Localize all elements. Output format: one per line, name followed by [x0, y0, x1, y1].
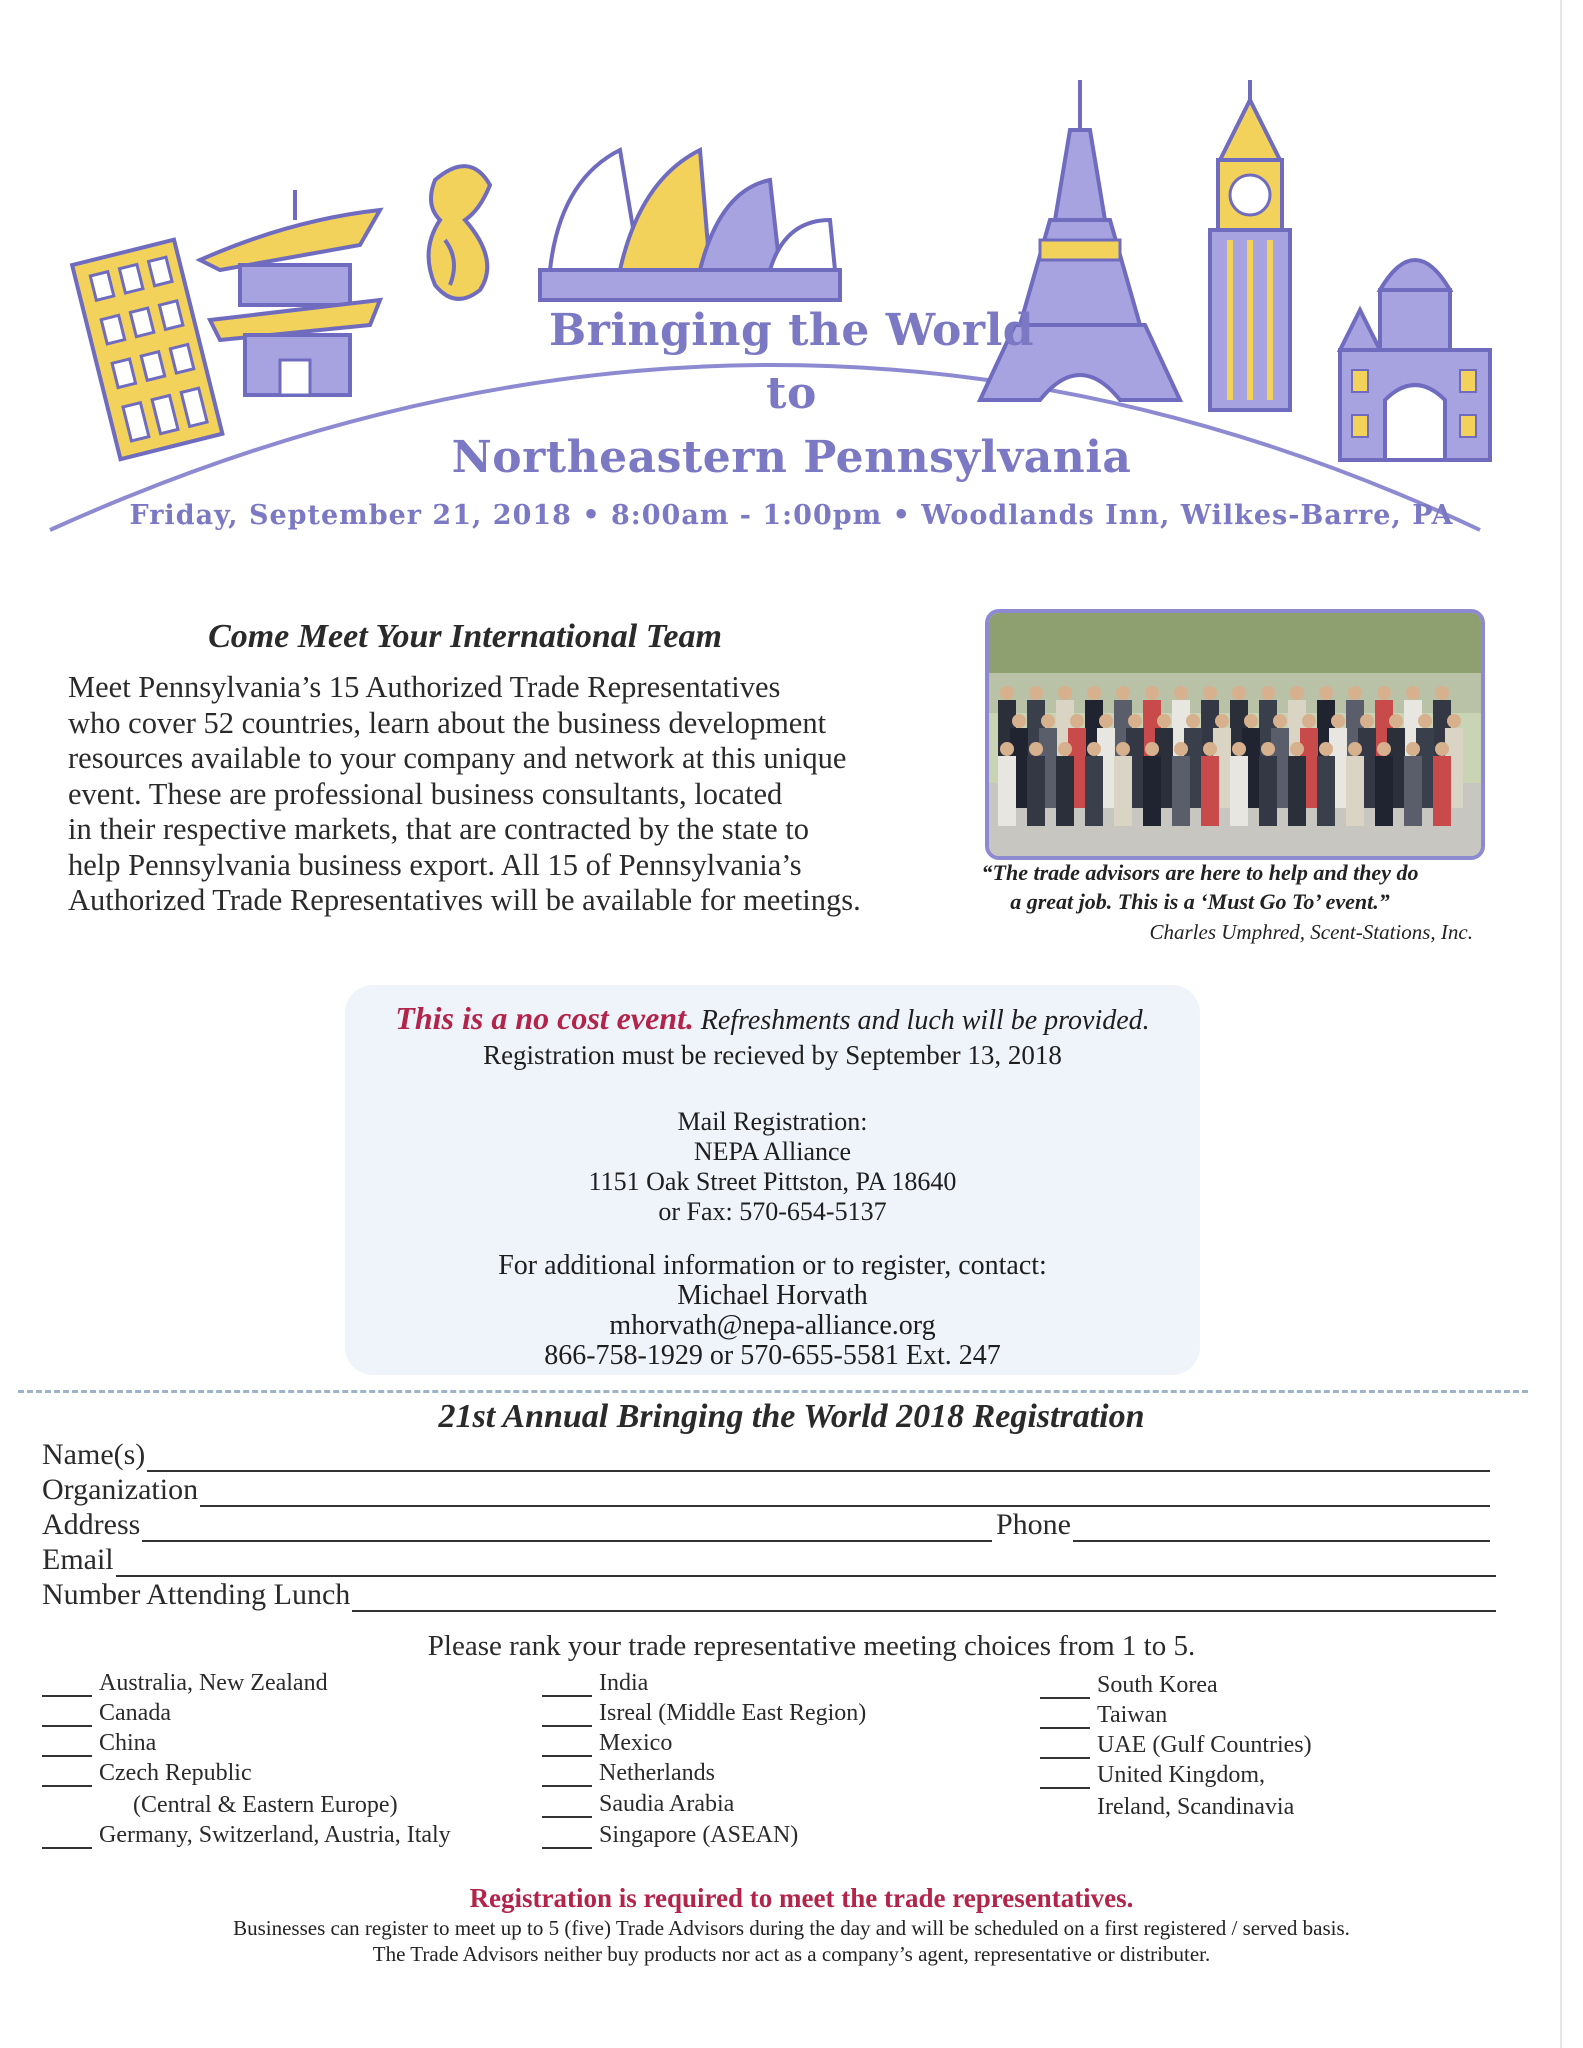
rank-blank[interactable] — [42, 1735, 92, 1757]
crowd-person-head — [1244, 714, 1258, 728]
intro-line: event. These are professional business consultants, located — [68, 776, 783, 811]
rank-blank[interactable] — [542, 1705, 592, 1727]
crowd-person-head — [1116, 742, 1130, 756]
choice-uae[interactable] — [1040, 1732, 1312, 1759]
crowd-person — [1056, 756, 1074, 826]
crowd-person-head — [1377, 742, 1391, 756]
choice-china[interactable] — [42, 1730, 156, 1757]
crowd-person-head — [1261, 686, 1275, 700]
crowd-person-head — [1145, 742, 1159, 756]
crowd-person — [1259, 756, 1277, 826]
deadline-text: Registration must be recieved by September 13, 2018 — [483, 1040, 1062, 1070]
rank-blank[interactable] — [542, 1675, 592, 1697]
crowd-person-head — [1203, 686, 1217, 700]
crowd-person-head — [1377, 686, 1391, 700]
choice-singapore[interactable] — [542, 1822, 798, 1849]
big-ben-icon — [1210, 80, 1290, 410]
crowd-person — [1027, 756, 1045, 826]
organization-input-line[interactable] — [200, 1481, 1490, 1507]
contact-name: Michael Horvath — [677, 1280, 868, 1311]
rank-blank[interactable] — [1040, 1677, 1090, 1699]
lunch-count-field[interactable] — [42, 1578, 1496, 1612]
choice-label: Isreal (Middle East Region) — [599, 1700, 867, 1726]
crowd-person-head — [1029, 742, 1043, 756]
fax-number: or Fax: 570-654-5137 — [658, 1197, 887, 1226]
choice-label: Singapore (ASEAN) — [599, 1822, 799, 1848]
name-field[interactable] — [42, 1438, 1490, 1472]
crowd-person-head — [1058, 742, 1072, 756]
choice-germany[interactable] — [42, 1822, 451, 1849]
crowd-person-head — [1447, 714, 1461, 728]
crowd-person — [1201, 756, 1219, 826]
crowd-person-head — [1418, 714, 1432, 728]
crowd-person-head — [1029, 686, 1043, 700]
crowd-person-head — [1435, 742, 1449, 756]
crowd-person-head — [1319, 686, 1333, 700]
crowd-person — [1404, 756, 1422, 826]
lunch-count-label: Number Attending Lunch — [42, 1578, 351, 1611]
mail-org: NEPA Alliance — [693, 1137, 852, 1166]
phone-input-line[interactable] — [1073, 1516, 1490, 1542]
crowd-person-head — [1087, 742, 1101, 756]
choice-united-kingdom[interactable] — [1040, 1762, 1265, 1789]
rank-blank[interactable] — [1040, 1737, 1090, 1759]
choice-label: UAE (Gulf Countries) — [1097, 1732, 1312, 1758]
crowd-person-head — [1273, 714, 1287, 728]
contact-email[interactable]: mhorvath@nepa-alliance.org — [609, 1310, 936, 1341]
crowd-person — [1288, 756, 1306, 826]
choice-australia[interactable] — [42, 1670, 328, 1697]
crowd-person-head — [1203, 742, 1217, 756]
crowd-person — [1230, 756, 1248, 826]
name-input-line[interactable] — [147, 1446, 1490, 1472]
intro-line: who cover 52 countries, learn about the business development — [68, 705, 827, 740]
crowd-person-head — [1186, 714, 1200, 728]
crowd-person-head — [1360, 714, 1374, 728]
crowd-person-head — [1348, 686, 1362, 700]
crowd-person — [1346, 756, 1364, 826]
crowd-person — [1375, 756, 1393, 826]
crowd-person — [1114, 756, 1132, 826]
intro-paragraph — [68, 670, 938, 919]
choice-czech-republic[interactable] — [42, 1760, 252, 1787]
crowd-person-head — [1348, 742, 1362, 756]
intro-line: resources available to your company and network at this unique — [68, 741, 847, 775]
choice-saudi-arabia[interactable] — [542, 1791, 734, 1818]
crowd-person-head — [1070, 714, 1084, 728]
crowd-person-head — [1290, 686, 1304, 700]
contact-phone: 866-758-1929 or 570-655-5581 Ext. 247 — [544, 1340, 1001, 1371]
header-title-line1: Bringing the World — [548, 305, 1035, 356]
choice-mexico[interactable] — [542, 1730, 672, 1757]
crowd-person-head — [1435, 686, 1449, 700]
choice-label: United Kingdom, — [1097, 1762, 1265, 1788]
choice-label: China — [99, 1730, 157, 1756]
rank-blank[interactable] — [542, 1827, 592, 1849]
rank-blank[interactable] — [542, 1735, 592, 1757]
crowd-person-head — [1261, 742, 1275, 756]
crowd-person-head — [1058, 686, 1072, 700]
pagoda-icon — [200, 190, 380, 395]
address-field[interactable] — [42, 1508, 992, 1542]
rank-blank[interactable] — [42, 1675, 92, 1697]
crowd-person-head — [1116, 686, 1130, 700]
no-cost-line — [345, 1000, 1200, 1037]
cut-line-divider — [18, 1390, 1528, 1393]
group-photo — [985, 609, 1485, 860]
choice-label: Australia, New Zealand — [99, 1670, 328, 1696]
rank-blank[interactable] — [42, 1827, 92, 1849]
group-photo-image — [989, 613, 1481, 856]
intro-line: help Pennsylvania business export. All 15 of Pennsylvania’s — [68, 847, 802, 882]
crowd-person — [1433, 756, 1451, 826]
choice-india[interactable] — [542, 1670, 648, 1697]
footer-line2: The Trade Advisors neither buy products nor act as a company’s agent, representative or distributer. — [372, 1942, 1211, 1966]
quote-line2: a great job. This is a ‘Must Go To’ event.” — [1010, 889, 1390, 914]
intro-line: in their respective markets, that are contracted by the state to — [68, 812, 810, 846]
crowd-person — [1317, 756, 1335, 826]
crowd-person-head — [1099, 714, 1113, 728]
crowd-person-head — [1215, 714, 1229, 728]
address-label: Address — [42, 1508, 141, 1541]
quote-line1: “The trade advisors are here to help and they do — [981, 860, 1419, 885]
footer-line1: Businesses can register to meet up to 5 (five) Trade Advisors during the day and will be scheduled on a first registered / served basis. — [233, 1916, 1350, 1940]
crowd-person-head — [1145, 686, 1159, 700]
registration-title: 21st Annual Bringing the World 2018 Registration — [438, 1398, 1145, 1435]
choice-label: India — [599, 1670, 649, 1696]
crowd-person — [1143, 756, 1161, 826]
mail-address: 1151 Oak Street Pittston, PA 18640 — [588, 1167, 957, 1196]
quote-author: Charles Umphred, Scent-Stations, Inc. — [1149, 920, 1473, 944]
address-input-line[interactable] — [142, 1516, 992, 1542]
crowd-person-head — [1389, 714, 1403, 728]
crowd-person-head — [1406, 742, 1420, 756]
rank-blank[interactable] — [542, 1765, 592, 1787]
crowd-person-head — [1174, 742, 1188, 756]
choice-taiwan[interactable] — [1040, 1702, 1167, 1729]
crowd-person-head — [1000, 686, 1014, 700]
choice-netherlands[interactable] — [542, 1760, 715, 1787]
header-title-line3: Northeastern Pennsylvania — [451, 432, 1132, 483]
rank-instructions: Please rank your trade representative meeting choices from 1 to 5. — [427, 1630, 1196, 1662]
organization-label: Organization — [42, 1473, 199, 1506]
phone-field[interactable] — [996, 1508, 1490, 1542]
contact-label: For additional information or to register, contact: — [498, 1250, 1047, 1281]
choice-south-korea[interactable] — [1040, 1672, 1218, 1699]
choice-label: Germany, Switzerland, Austria, Italy — [99, 1822, 451, 1848]
crowd-person-head — [1406, 686, 1420, 700]
event-details: Friday, September 21, 2018 • 8:00am - 1:00pm • Woodlands Inn, Wilkes-Barre, PA — [129, 500, 1454, 531]
choice-czech-note: (Central & Eastern Europe) — [133, 1792, 398, 1818]
choice-label: Saudia Arabia — [599, 1791, 735, 1817]
crowd-person-head — [1041, 714, 1055, 728]
choice-label: Taiwan — [1097, 1702, 1168, 1728]
rank-blank[interactable] — [42, 1705, 92, 1727]
crowd-person-head — [1174, 686, 1188, 700]
rank-blank[interactable] — [542, 1796, 592, 1818]
intro-heading: Come Meet Your International Team — [208, 618, 722, 655]
email-input-line[interactable] — [116, 1551, 1496, 1577]
phone-label: Phone — [996, 1508, 1071, 1541]
crowd-person-head — [1319, 742, 1333, 756]
crowd-person-head — [1302, 714, 1316, 728]
choice-label: Czech Republic — [99, 1760, 252, 1786]
mail-label: Mail Registration: — [677, 1107, 868, 1136]
crowd-person-head — [1087, 686, 1101, 700]
choice-label: Netherlands — [599, 1760, 715, 1786]
rank-blank[interactable] — [1040, 1767, 1090, 1789]
intro-line: Authorized Trade Representatives will be available for meetings. — [68, 883, 861, 917]
rank-blank[interactable] — [1040, 1707, 1090, 1729]
choice-uk-note: Ireland, Scandinavia — [1097, 1794, 1295, 1820]
crowd-person-head — [1232, 742, 1246, 756]
choice-label: Mexico — [599, 1730, 673, 1756]
crowd-person-head — [1000, 742, 1014, 756]
crowd-person-head — [1157, 714, 1171, 728]
no-cost-text: This is a no cost event. — [395, 1000, 694, 1036]
opera-house-icon — [540, 150, 840, 300]
lunch-count-input-line[interactable] — [352, 1586, 1496, 1612]
merlion-icon — [429, 166, 490, 299]
crowd-person — [1085, 756, 1103, 826]
registration-required-notice: Registration is required to meet the trade representatives. — [469, 1883, 1134, 1913]
header-title-line2: to — [766, 368, 817, 419]
choice-label: Canada — [99, 1700, 171, 1726]
crowd-person-head — [1232, 686, 1246, 700]
crowd-person — [1172, 756, 1190, 826]
email-label: Email — [42, 1543, 114, 1576]
crowd-person-head — [1331, 714, 1345, 728]
name-label: Name(s) — [42, 1438, 146, 1471]
rank-blank[interactable] — [42, 1765, 92, 1787]
crowd-person-head — [1128, 714, 1142, 728]
taj-mahal-icon — [1340, 260, 1490, 460]
refreshments-text: Refreshments and luch will be provided. — [700, 1005, 1150, 1036]
crowd-person-head — [1012, 714, 1026, 728]
choice-canada[interactable] — [42, 1700, 171, 1727]
email-field[interactable] — [42, 1543, 1496, 1577]
intro-line: Meet Pennsylvania’s 15 Authorized Trade Representatives — [68, 670, 781, 704]
choice-label: South Korea — [1097, 1672, 1218, 1698]
organization-field[interactable] — [42, 1473, 1490, 1507]
crowd-person — [998, 756, 1016, 826]
choice-israel[interactable] — [542, 1700, 866, 1727]
crowd-person-head — [1290, 742, 1304, 756]
